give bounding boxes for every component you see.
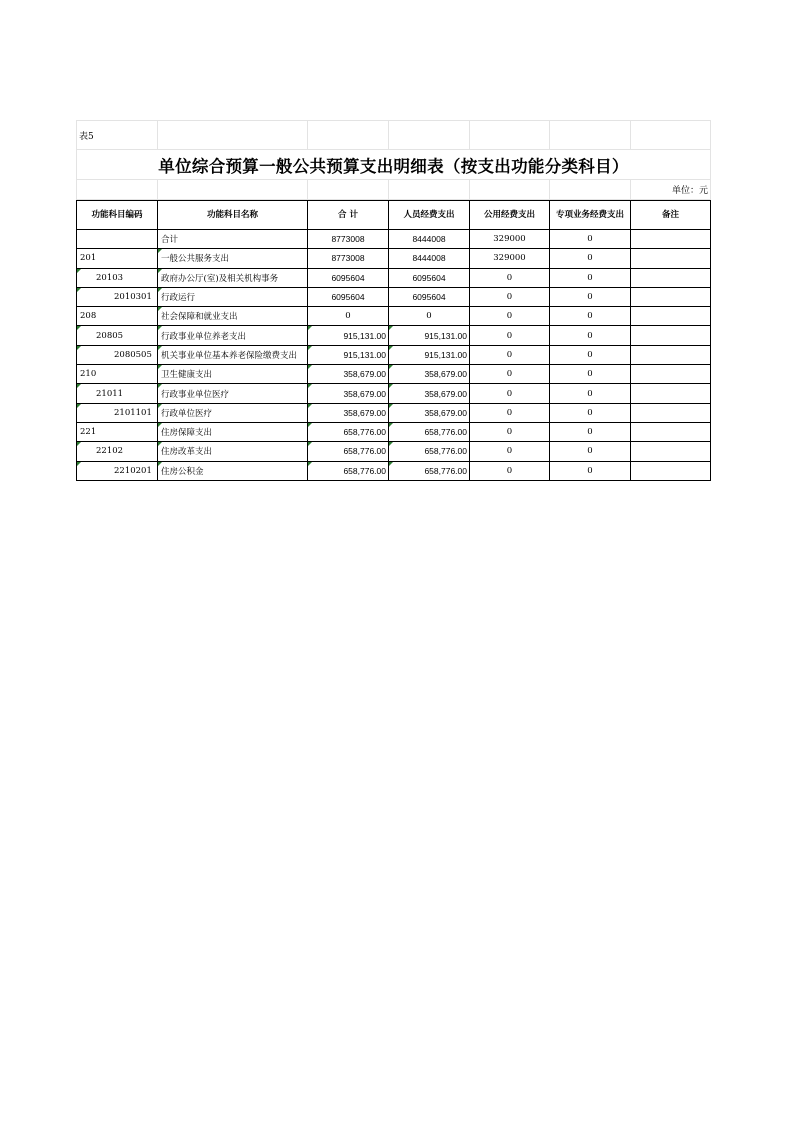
header-public: 公用经费支出 bbox=[470, 201, 550, 230]
empty-cell bbox=[77, 180, 158, 200]
row-public: 329000 bbox=[470, 249, 550, 268]
table-row bbox=[77, 442, 711, 461]
row-special: 0 bbox=[550, 442, 631, 461]
expenditure-table bbox=[76, 200, 711, 481]
row-code: 2010301 bbox=[77, 287, 158, 306]
empty-cell bbox=[550, 180, 631, 200]
empty-cell bbox=[389, 121, 470, 150]
row-note bbox=[631, 442, 711, 461]
table-row bbox=[77, 461, 711, 480]
row-name: 卫生健康支出 bbox=[158, 365, 308, 384]
row-note bbox=[631, 326, 711, 345]
row-total: 6095604 bbox=[308, 287, 389, 306]
row-total: 358,679.00 bbox=[308, 365, 389, 384]
table-row bbox=[77, 287, 711, 306]
empty-cell bbox=[470, 121, 550, 150]
table-row bbox=[77, 307, 711, 326]
row-total: 658,776.00 bbox=[308, 422, 389, 441]
table-row bbox=[77, 326, 711, 345]
table-title: 单位综合预算一般公共预算支出明细表（按支出功能分类科目） bbox=[77, 150, 711, 180]
table-row bbox=[77, 365, 711, 384]
row-total: 915,131.00 bbox=[308, 345, 389, 364]
header-row bbox=[77, 201, 711, 230]
empty-cell bbox=[158, 121, 308, 150]
row-public: 0 bbox=[470, 461, 550, 480]
table-row bbox=[77, 268, 711, 287]
row-public: 0 bbox=[470, 365, 550, 384]
row-name: 住房公积金 bbox=[158, 461, 308, 480]
row-special: 0 bbox=[550, 403, 631, 422]
row-personnel: 8444008 bbox=[389, 249, 470, 268]
row-total: 6095604 bbox=[308, 268, 389, 287]
spreadsheet-sheet bbox=[76, 120, 710, 481]
empty-cell bbox=[470, 180, 550, 200]
unit-row bbox=[77, 180, 711, 200]
row-special: 0 bbox=[550, 345, 631, 364]
row-note bbox=[631, 249, 711, 268]
row-name: 行政单位医疗 bbox=[158, 403, 308, 422]
row-code: 221 bbox=[77, 422, 158, 441]
row-note bbox=[631, 230, 711, 249]
row-total: 8773008 bbox=[308, 249, 389, 268]
row-code: 20805 bbox=[77, 326, 158, 345]
table-row bbox=[77, 422, 711, 441]
row-note bbox=[631, 384, 711, 403]
header-total: 合 计 bbox=[308, 201, 389, 230]
row-name: 行政运行 bbox=[158, 287, 308, 306]
row-personnel: 0 bbox=[389, 307, 470, 326]
sheet-table bbox=[76, 120, 711, 200]
empty-cell bbox=[308, 180, 389, 200]
row-code: 2080505 bbox=[77, 345, 158, 364]
empty-cell bbox=[308, 121, 389, 150]
table-row bbox=[77, 345, 711, 364]
row-public: 0 bbox=[470, 287, 550, 306]
row-code: 210 bbox=[77, 365, 158, 384]
row-name: 住房改革支出 bbox=[158, 442, 308, 461]
row-personnel: 358,679.00 bbox=[389, 384, 470, 403]
table-row bbox=[77, 249, 711, 268]
row-public: 0 bbox=[470, 307, 550, 326]
row-name: 行政事业单位医疗 bbox=[158, 384, 308, 403]
row-public: 0 bbox=[470, 345, 550, 364]
row-personnel: 6095604 bbox=[389, 287, 470, 306]
row-personnel: 915,131.00 bbox=[389, 345, 470, 364]
row-name: 合计 bbox=[158, 230, 308, 249]
row-special: 0 bbox=[550, 307, 631, 326]
row-code: 2210201 bbox=[77, 461, 158, 480]
row-name: 机关事业单位基本养老保险缴费支出 bbox=[158, 345, 308, 364]
row-total: 358,679.00 bbox=[308, 384, 389, 403]
empty-cell bbox=[550, 121, 631, 150]
row-name: 社会保障和就业支出 bbox=[158, 307, 308, 326]
row-special: 0 bbox=[550, 384, 631, 403]
row-code bbox=[77, 230, 158, 249]
header-personnel: 人员经费支出 bbox=[389, 201, 470, 230]
row-total: 658,776.00 bbox=[308, 461, 389, 480]
row-special: 0 bbox=[550, 461, 631, 480]
header-note: 备注 bbox=[631, 201, 711, 230]
row-special: 0 bbox=[550, 249, 631, 268]
row-code: 21011 bbox=[77, 384, 158, 403]
sheet-label: 表5 bbox=[77, 121, 158, 150]
empty-cell bbox=[389, 180, 470, 200]
row-code: 20103 bbox=[77, 268, 158, 287]
row-special: 0 bbox=[550, 268, 631, 287]
table-row bbox=[77, 403, 711, 422]
row-note bbox=[631, 422, 711, 441]
row-total: 658,776.00 bbox=[308, 442, 389, 461]
header-code: 功能科目编码 bbox=[77, 201, 158, 230]
row-personnel: 358,679.00 bbox=[389, 365, 470, 384]
row-total: 8773008 bbox=[308, 230, 389, 249]
row-code: 201 bbox=[77, 249, 158, 268]
row-personnel: 6095604 bbox=[389, 268, 470, 287]
row-note bbox=[631, 268, 711, 287]
row-total: 0 bbox=[308, 307, 389, 326]
row-total: 915,131.00 bbox=[308, 326, 389, 345]
row-name: 一般公共服务支出 bbox=[158, 249, 308, 268]
row-public: 0 bbox=[470, 403, 550, 422]
row-personnel: 915,131.00 bbox=[389, 326, 470, 345]
row-note bbox=[631, 307, 711, 326]
empty-cell bbox=[631, 121, 711, 150]
row-code: 208 bbox=[77, 307, 158, 326]
row-personnel: 358,679.00 bbox=[389, 403, 470, 422]
sheet-label-row bbox=[77, 121, 711, 150]
table-row bbox=[77, 384, 711, 403]
row-personnel: 658,776.00 bbox=[389, 422, 470, 441]
table-row bbox=[77, 230, 711, 249]
title-row bbox=[77, 150, 711, 180]
row-personnel: 8444008 bbox=[389, 230, 470, 249]
row-note bbox=[631, 461, 711, 480]
row-public: 0 bbox=[470, 442, 550, 461]
row-public: 329000 bbox=[470, 230, 550, 249]
row-personnel: 658,776.00 bbox=[389, 442, 470, 461]
row-special: 0 bbox=[550, 326, 631, 345]
row-public: 0 bbox=[470, 326, 550, 345]
row-public: 0 bbox=[470, 384, 550, 403]
row-total: 358,679.00 bbox=[308, 403, 389, 422]
row-code: 2101101 bbox=[77, 403, 158, 422]
row-special: 0 bbox=[550, 365, 631, 384]
row-public: 0 bbox=[470, 268, 550, 287]
row-name: 政府办公厅(室)及相关机构事务 bbox=[158, 268, 308, 287]
row-note bbox=[631, 403, 711, 422]
row-note bbox=[631, 365, 711, 384]
header-name: 功能科目名称 bbox=[158, 201, 308, 230]
unit-label: 单位：元 bbox=[631, 180, 711, 200]
row-code: 22102 bbox=[77, 442, 158, 461]
row-note bbox=[631, 287, 711, 306]
row-public: 0 bbox=[470, 422, 550, 441]
row-special: 0 bbox=[550, 287, 631, 306]
header-special: 专项业务经费支出 bbox=[550, 201, 631, 230]
row-personnel: 658,776.00 bbox=[389, 461, 470, 480]
row-name: 住房保障支出 bbox=[158, 422, 308, 441]
row-special: 0 bbox=[550, 422, 631, 441]
row-note bbox=[631, 345, 711, 364]
empty-cell bbox=[158, 180, 308, 200]
row-special: 0 bbox=[550, 230, 631, 249]
row-name: 行政事业单位养老支出 bbox=[158, 326, 308, 345]
